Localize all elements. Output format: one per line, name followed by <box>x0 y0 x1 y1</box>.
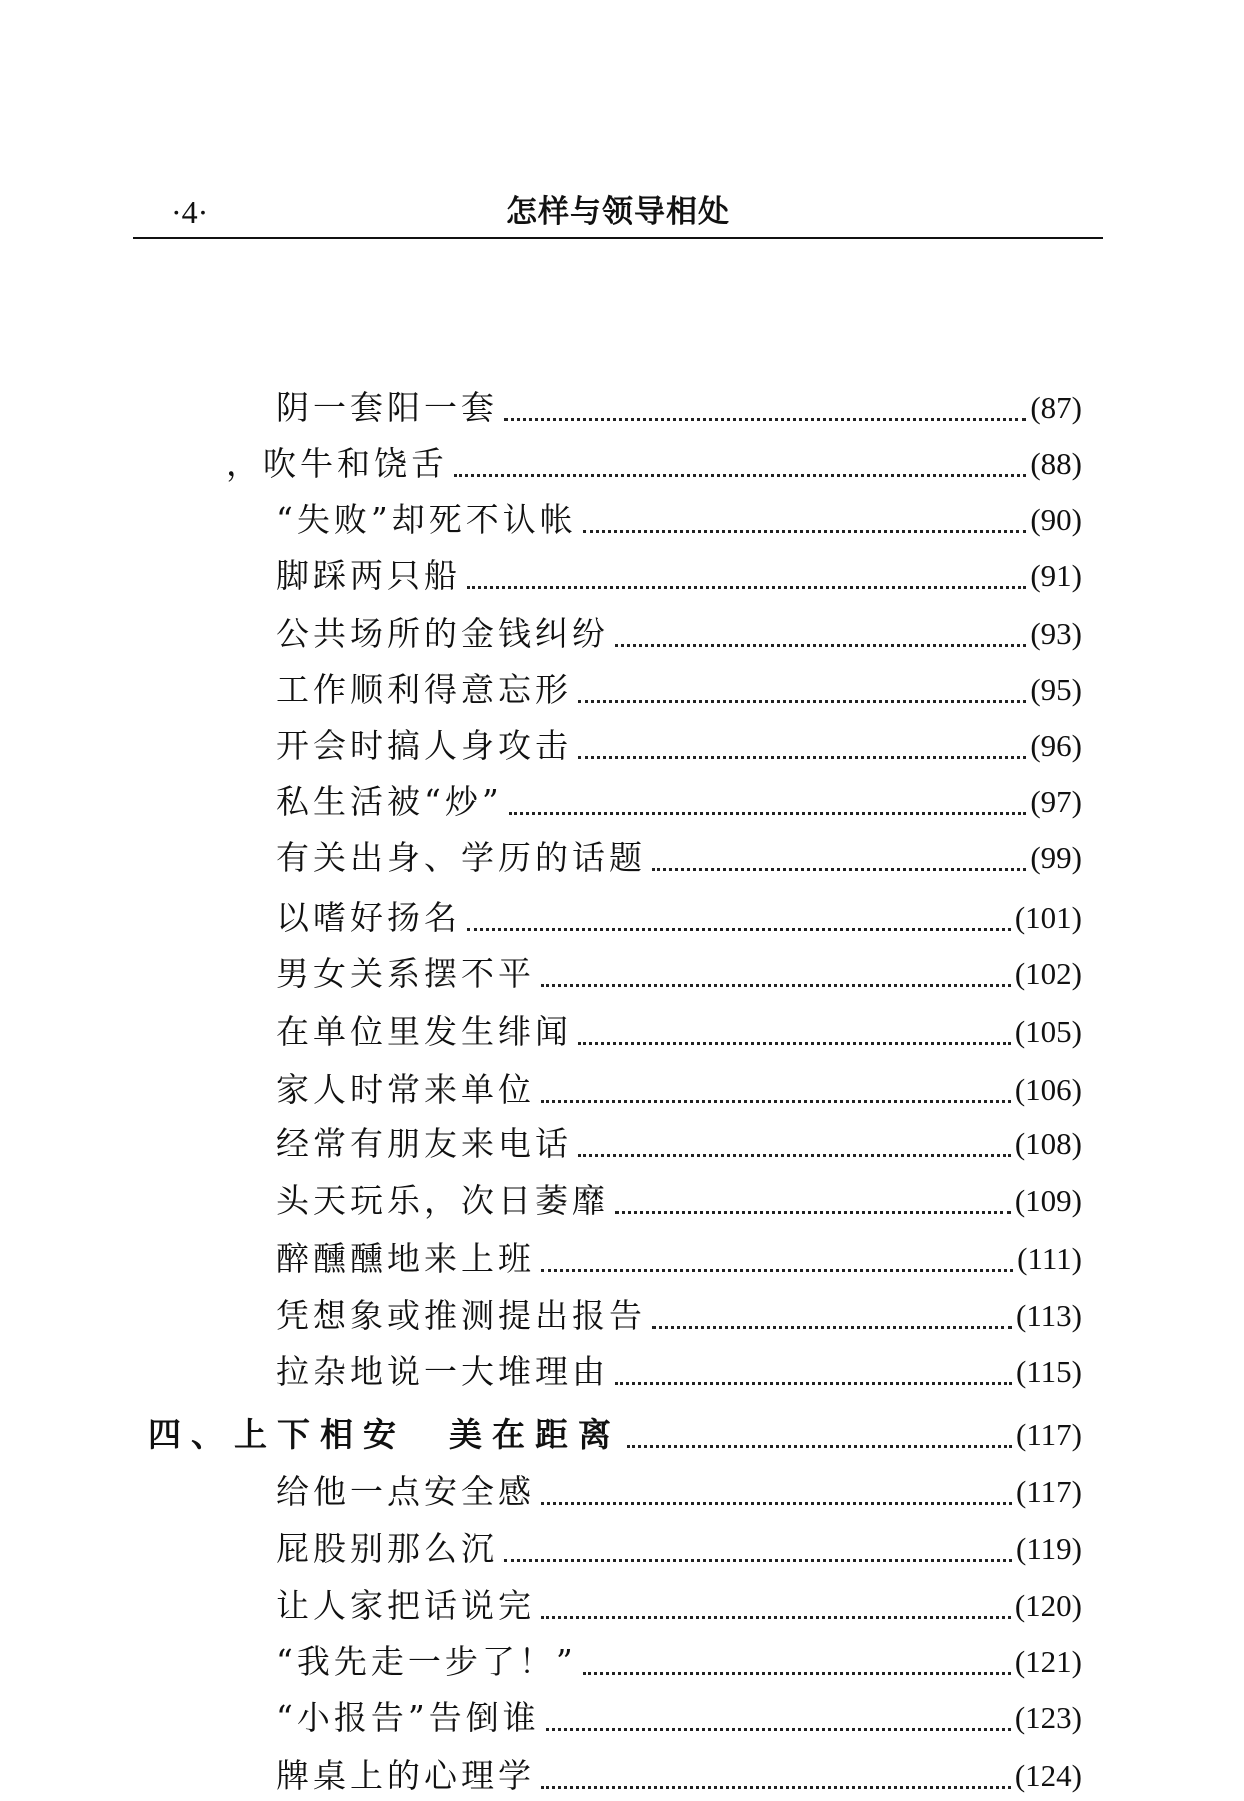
toc-entry-title: 拉杂地说一大堆理由 <box>276 1352 609 1391</box>
toc-entry-page: (105) <box>1014 1014 1082 1049</box>
dot-leader <box>546 1728 1011 1731</box>
toc-entry <box>276 1119 1082 1169</box>
toc-entry-page: (99) <box>1030 840 1082 875</box>
dot-leader <box>615 1382 1012 1385</box>
dot-leader <box>583 1672 1011 1675</box>
toc-entry-page: (97) <box>1030 784 1082 819</box>
toc-entry-title: 公共场所的金钱纠纷 <box>276 614 609 653</box>
toc-entry-title: 经常有朋友来电话 <box>276 1124 572 1163</box>
toc-entry-page: (121) <box>1014 1644 1082 1679</box>
dot-leader <box>541 1100 1011 1103</box>
toc-entry <box>276 609 1082 659</box>
toc-entry-title: 牌桌上的心理学 <box>276 1756 535 1795</box>
toc-entry-page: (113) <box>1016 1298 1082 1333</box>
toc-entry-title: “小报告”告倒谁 <box>276 1698 540 1737</box>
toc-entry <box>276 777 1082 827</box>
dot-leader <box>467 928 1011 931</box>
dot-leader <box>467 586 1026 589</box>
dot-leader <box>541 1616 1011 1619</box>
toc-entry-page: (119) <box>1016 1531 1082 1566</box>
toc-entry-page: (88) <box>1030 446 1082 481</box>
dot-leader <box>627 1445 1012 1448</box>
toc-entry-title: 阴一套阳一套 <box>276 388 498 427</box>
toc-entry <box>276 1637 1082 1687</box>
toc-entry <box>276 893 1082 943</box>
toc-entry-title: ，吹牛和饶舌 <box>226 444 448 483</box>
toc-entry-page: (111) <box>1017 1241 1082 1276</box>
toc-entry-page: (117) <box>1016 1417 1082 1452</box>
toc-entry-title: 私生活被“炒” <box>276 782 503 821</box>
toc-entry <box>276 949 1082 999</box>
dot-leader <box>578 1042 1011 1045</box>
dot-leader <box>652 1326 1012 1329</box>
dot-leader <box>541 1786 1011 1789</box>
toc-entry-page: (106) <box>1014 1072 1082 1107</box>
dot-leader <box>541 1269 1013 1272</box>
dot-leader <box>615 1211 1011 1214</box>
toc-entry <box>276 1007 1082 1057</box>
dot-leader <box>454 474 1026 477</box>
toc-section-title: 四、上下相安 美在距离 <box>148 1415 621 1454</box>
toc-entry-title: 屁股别那么沉 <box>276 1529 498 1568</box>
toc-entry <box>276 495 1082 545</box>
dot-leader <box>541 1502 1012 1505</box>
toc-entry <box>276 665 1082 715</box>
toc-entry-page: (124) <box>1014 1758 1082 1793</box>
dot-leader <box>504 1559 1012 1562</box>
toc-entry <box>276 721 1082 771</box>
toc-entry <box>276 1347 1082 1397</box>
toc-entry <box>276 1467 1082 1517</box>
toc-section-heading <box>148 1410 1082 1460</box>
toc-entry <box>276 1234 1082 1284</box>
toc-entry <box>226 439 1082 489</box>
toc-entry <box>276 1693 1082 1743</box>
page-number: ·4· <box>171 194 209 230</box>
dot-leader <box>504 418 1026 421</box>
toc-entry <box>276 1524 1082 1574</box>
toc-entry-page: (90) <box>1030 502 1082 537</box>
toc-entry <box>276 1291 1082 1341</box>
toc-entry-page: (91) <box>1030 558 1082 593</box>
toc-entry-page: (102) <box>1014 956 1082 991</box>
toc-entry-title: 凭想象或推测提出报告 <box>276 1296 646 1335</box>
running-header <box>133 186 1103 238</box>
toc-entry <box>276 1751 1082 1801</box>
toc-entry-page: (87) <box>1030 390 1082 425</box>
dot-leader <box>578 756 1026 759</box>
toc-entry-title: 家人时常来单位 <box>276 1070 535 1109</box>
toc-entry <box>276 383 1082 433</box>
toc-entry <box>276 1581 1082 1631</box>
toc-entry-title: 给他一点安全感 <box>276 1472 535 1511</box>
toc-entry-page: (101) <box>1014 900 1082 935</box>
toc-entry-page: (109) <box>1014 1183 1082 1218</box>
toc-entry-title: “失败”却死不认帐 <box>276 500 577 539</box>
dot-leader <box>583 530 1027 533</box>
toc-entry-title: 工作顺利得意忘形 <box>276 670 572 709</box>
running-title: 怎样与领导相处 <box>506 194 730 230</box>
toc-entry-page: (96) <box>1030 728 1082 763</box>
toc-entry-title: 让人家把话说完 <box>276 1586 535 1625</box>
toc-entry-title: 以嗜好扬名 <box>276 898 461 937</box>
dot-leader <box>541 984 1011 987</box>
toc-entry <box>276 1176 1082 1226</box>
toc-entry-title: 脚踩两只船 <box>276 556 461 595</box>
toc-entry-title: 开会时搞人身攻击 <box>276 726 572 765</box>
dot-leader <box>615 644 1026 647</box>
toc-entry <box>276 1065 1082 1115</box>
toc-entry <box>276 551 1082 601</box>
dot-leader <box>578 700 1026 703</box>
toc-entry-title: 男女关系摆不平 <box>276 954 535 993</box>
toc-entry-page: (123) <box>1014 1700 1082 1735</box>
toc-entry-title: 在单位里发生绯闻 <box>276 1012 572 1051</box>
toc-entry-page: (95) <box>1030 672 1082 707</box>
toc-entry-title: 醉醺醺地来上班 <box>276 1239 535 1278</box>
toc-entry-title: 头天玩乐，次日萎靡 <box>276 1181 609 1220</box>
toc-entry-page: (117) <box>1016 1474 1082 1509</box>
toc-entry <box>276 833 1082 883</box>
dot-leader <box>652 868 1026 871</box>
toc-entry-title: 有关出身、学历的话题 <box>276 838 646 877</box>
toc-entry-page: (120) <box>1014 1588 1082 1623</box>
toc-entry-page: (108) <box>1014 1126 1082 1161</box>
dot-leader <box>509 812 1027 815</box>
toc-entry-page: (93) <box>1030 616 1082 651</box>
toc-entry-title: “我先走一步了！” <box>276 1642 577 1681</box>
toc-entry-page: (115) <box>1016 1354 1082 1389</box>
header-rule <box>133 237 1103 239</box>
dot-leader <box>578 1154 1011 1157</box>
